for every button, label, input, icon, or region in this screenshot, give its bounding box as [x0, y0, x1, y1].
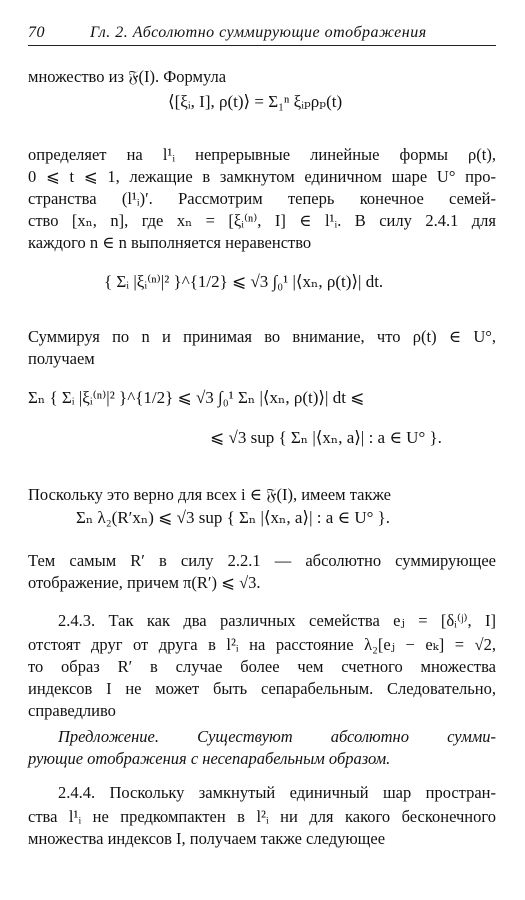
display-formula: Σₙ λ₂(R′xₙ) ⩽ √3 sup { Σₙ |⟨xₙ, a⟩| : a ∈ U° }.	[76, 508, 391, 527]
text-line: то образ R′ в случае более чем счетного множества	[28, 657, 496, 676]
text-line: отображение, причем π(R′) ⩽ √3.	[28, 573, 261, 592]
proposition-line: рующие отображения с несепарабельным образом.	[28, 749, 391, 768]
text-line: получаем	[28, 349, 95, 368]
header-rule	[28, 45, 496, 46]
text-line: ство [xₙ, n], где xₙ = [ξᵢ⁽ⁿ⁾, I] ∈ l¹ᵢ. В силу 2.4.1 для	[28, 211, 496, 230]
section-line: 2.4.3. Так как два различных семейства eⱼ = [δᵢ⁽ʲ⁾, I]	[58, 611, 496, 630]
text-line: определяет на l¹ᵢ непрерывные линейные формы ρ(t),	[28, 145, 496, 164]
text-line: Тем самым R′ в силу 2.2.1 — абсолютно суммирующее	[28, 551, 496, 570]
page-number: 70	[28, 24, 45, 41]
running-title: Гл. 2. Абсолютно суммирующие отображения	[90, 24, 427, 41]
text-line: ства l¹ᵢ не предкомпактен в l²ᵢ ни для какого бесконечного	[28, 807, 496, 826]
formula: ⟨[ξᵢ, I], ρ(t)⟩ = Σ₁ⁿ ξᵢₚρₚ(t)	[168, 92, 343, 111]
proposition-line: Предложение. Существуют абсолютно сумми-	[58, 727, 496, 746]
text-line: странства (l¹ᵢ)′. Рассмотрим теперь конечное семей-	[28, 189, 496, 208]
text-line: Суммируя по n и принимая во внимание, что ρ(t) ∈ U°,	[28, 327, 496, 346]
text-line: каждого n ∈ n выполняется неравенство	[28, 233, 312, 252]
display-formula: { Σᵢ |ξᵢ⁽ⁿ⁾|² }^{1/2} ⩽ √3 ∫₀¹ |⟨xₙ, ρ(t)⟩| dt.	[104, 272, 384, 291]
section-line: 2.4.4. Поскольку замкнутый единичный шар простран-	[58, 783, 496, 802]
text-line: множество из 𝔉(I). Формула	[28, 67, 227, 86]
text-line: отстоят друг от друга в l²ᵢ на расстояние λ₂[eⱼ − eₖ] = √2,	[28, 635, 496, 654]
text-line: 0 ⩽ t ⩽ 1, лежащие в замкнутом единичном шаре U° про-	[28, 167, 496, 186]
text-line: Поскольку это верно для всех i ∈ 𝔉(I), имеем также	[28, 485, 391, 504]
text-line: множества индексов I, получаем также следующее	[28, 829, 386, 848]
display-formula: ⩽ √3 sup { Σₙ |⟨xₙ, a⟩| : a ∈ U° }.	[210, 428, 442, 447]
text-line: индексов I не может быть сепарабельным. Следовательно,	[28, 679, 496, 698]
display-formula: Σₙ { Σᵢ |ξᵢ⁽ⁿ⁾|² }^{1/2} ⩽ √3 ∫₀¹ Σₙ |⟨xₙ, ρ(t)⟩| dt ⩽	[28, 388, 365, 407]
text-line: справедливо	[28, 701, 116, 720]
